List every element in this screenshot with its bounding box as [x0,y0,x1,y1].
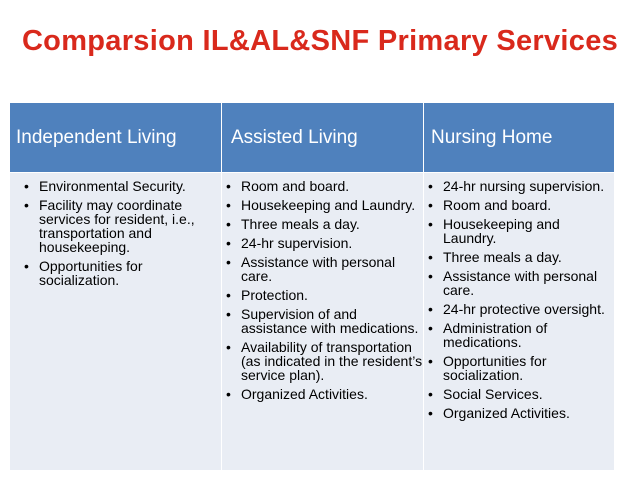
list-item [428,179,612,193]
nursing-home-list [428,179,612,420]
list-item-text: 24-hr nursing supervision. [443,178,605,194]
header-nursing-home: Nursing Home [431,127,553,148]
bullet-icon: • [428,386,433,402]
independent-living-cell [24,179,219,292]
bullet-icon: • [226,339,231,355]
list-item [24,198,219,254]
list-item [226,255,423,283]
list-item [226,387,423,401]
header-assisted-living: Assisted Living [231,127,358,148]
independent-living-list [24,179,219,287]
list-item [226,198,423,212]
list-item [226,307,423,335]
bullet-icon: • [226,216,231,232]
bullet-icon: • [24,197,29,213]
list-item-text: Opportunities for socialization. [443,353,547,383]
list-item-text: Availability of transportation (as indicated in the resident’s service plan). [241,339,423,383]
bullet-icon: • [226,197,231,213]
list-item [226,217,423,231]
list-item-text: Administration of medications. [443,320,548,350]
bullet-icon: • [428,216,433,232]
list-item [428,217,612,245]
list-item-text: Assistance with personal care. [443,268,598,298]
header-independent-living: Independent Living [16,127,177,148]
list-item-text: Three meals a day. [241,216,360,232]
bullet-icon: • [226,306,231,322]
list-item-text: Supervision of and assistance with medications. [241,306,419,336]
list-item-text: Protection. [241,287,308,303]
list-item-text: Assistance with personal care. [241,254,396,284]
comparison-table [10,103,614,470]
list-item [428,250,612,264]
bullet-icon: • [428,405,433,421]
list-item [24,259,219,287]
list-item-text: Room and board. [443,197,552,213]
list-item-text: Three meals a day. [443,249,562,265]
list-item [428,406,612,420]
list-item [226,340,423,382]
bullet-icon: • [428,197,433,213]
slide-title: Comparsion IL&AL&SNF Primary Services [21,25,619,57]
bullet-icon: • [226,235,231,251]
bullet-icon: • [226,254,231,270]
list-item-text: Organized Activities. [443,405,570,421]
assisted-living-list [226,179,423,401]
bullet-icon: • [226,287,231,303]
list-item [428,302,612,316]
list-item-text: 24-hr supervision. [241,235,353,251]
bullet-icon: • [428,301,433,317]
list-item-text: Opportunities for socialization. [39,258,143,288]
list-item [428,269,612,297]
bullet-icon: • [226,178,231,194]
list-item-text: 24-hr protective oversight. [443,301,605,317]
list-item [226,288,423,302]
bullet-icon: • [428,249,433,265]
bullet-icon: • [428,353,433,369]
bullet-icon: • [428,268,433,284]
bullet-icon: • [226,386,231,402]
bullet-icon: • [24,178,29,194]
list-item-text: Social Services. [443,386,543,402]
list-item-text: Housekeeping and Laundry. [443,216,560,246]
list-item-text: Facility may coordinate services for resident, i.e., transportation and housekeeping. [39,197,195,255]
list-item [226,179,423,193]
list-item [428,198,612,212]
nursing-home-cell [428,179,612,425]
list-item-text: Environmental Security. [39,178,186,194]
list-item [428,321,612,349]
list-item-text: Housekeeping and Laundry. [241,197,416,213]
list-item-text: Room and board. [241,178,350,194]
list-item [24,179,219,193]
list-item [226,236,423,250]
bullet-icon: • [24,258,29,274]
list-item-text: Organized Activities. [241,386,368,402]
list-item [428,387,612,401]
bullet-icon: • [428,320,433,336]
bullet-icon: • [428,178,433,194]
list-item [428,354,612,382]
assisted-living-cell [226,179,423,406]
